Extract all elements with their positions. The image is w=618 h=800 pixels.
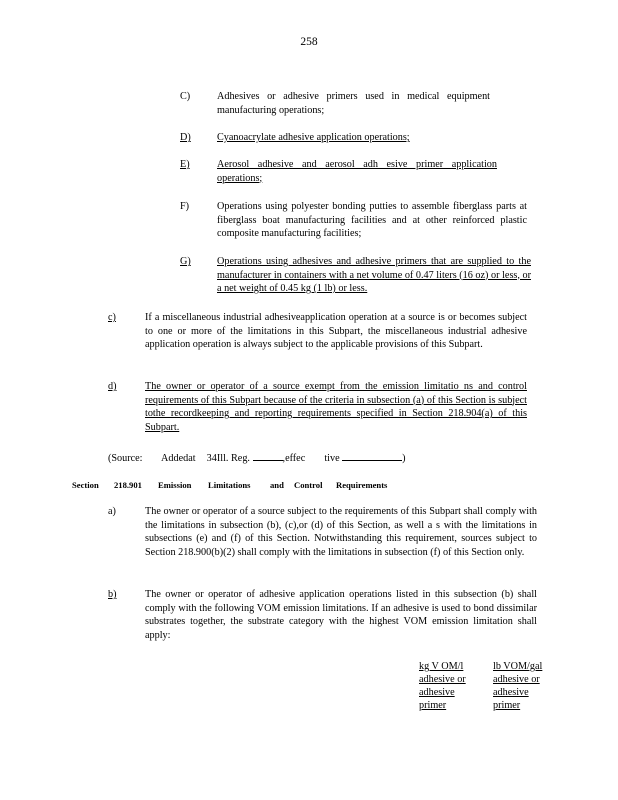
item-label: C) (180, 91, 191, 102)
item-label: D) (180, 132, 191, 143)
section-title-4: Control (294, 480, 323, 490)
paragraph-text: The owner or operator of a source subject to the requirements of this Subpart shall comply with the limitations in subsection (b), (c),or (d) of this Section, as well a s with the limitations in subsections (e) and (f) of this Section. Notwithstanding this requirement, sources subject to Section 218.900(b)(2) shall comply with the limitations in subsection (f) of this Section only. (145, 506, 537, 558)
source-prefix: (Source: (108, 453, 143, 464)
section-word: Section (72, 480, 99, 490)
sub-item-d (180, 131, 520, 147)
source-tive: tive (324, 453, 340, 464)
header-line: adhesive or (419, 674, 466, 685)
paragraph-label: c) (108, 312, 116, 323)
header-line: primer (419, 700, 447, 711)
sub-item-e (180, 158, 520, 186)
header-line: adhesive or (493, 674, 540, 685)
source-volume: 34Ill. (206, 453, 229, 464)
paragraph-text: If a miscellaneous industrial adhesiveapplication operation at a source is or becomes subject to one or more of the limitations in this Subpart, the miscellaneous industrial adhesive application operation is always subject to the applicable provisions of this Subpart. (145, 312, 527, 350)
paragraph-label: a) (108, 506, 116, 517)
source-added: Addedat (161, 453, 196, 464)
section-title-2: Limitations (208, 480, 251, 490)
header-line: primer (493, 700, 521, 711)
item-text: Cyanoacrylate adhesive application operations; (217, 132, 410, 143)
sub-item-f (180, 200, 540, 242)
source-reg: Reg. (231, 453, 250, 464)
paragraph-text: The owner or operator of a source exempt from the emission limitatio ns and control requirements of this Subpart because of the criteria in subsection (a) of this Section is subject tothe recordkeeping and reporting requirements specified in Section 218.904(a) of this Subpart. (145, 381, 527, 433)
source-blank-date (342, 450, 402, 461)
header-line: lb VOM/gal (493, 661, 543, 672)
paragraph-label: d) (108, 381, 117, 392)
table-header-english (493, 660, 557, 712)
paragraph-label: b) (108, 589, 117, 600)
section-title-5: Requirements (336, 480, 388, 490)
section-title-1: Emission (158, 480, 192, 490)
sub-item-g (180, 255, 540, 297)
paragraph-b (108, 588, 548, 644)
paragraph-d (108, 380, 528, 436)
section-number: 218.901 (114, 480, 142, 490)
item-label: G) (180, 256, 191, 267)
paragraph-c (108, 311, 528, 367)
table-header-metric (419, 660, 479, 712)
page-number: 258 (300, 36, 318, 48)
source-blank-page (253, 450, 283, 461)
item-text: Adhesives or adhesive primers used in medical equipment manufacturing operations; (217, 91, 490, 116)
item-label: F) (180, 201, 190, 212)
header-line: kg V OM/l (419, 661, 464, 672)
header-line: adhesive (493, 687, 529, 698)
item-text: Operations using polyester bonding putties to assemble fiberglass parts at fiberglass boat manufacturing facilities and at other reinforced plastic composite manufacturing facilities; (217, 201, 527, 239)
section-title-3: and (270, 480, 284, 490)
item-label: E) (180, 159, 190, 170)
paragraph-text: The owner or operator of adhesive application operations listed in this subsection (b) shall comply with the following VOM emission limitations. If an adhesive is used to bond dissimilar substrates together, the substrate category with the highest VOM emission limitation shall apply: (145, 589, 537, 641)
header-line: adhesive (419, 687, 455, 698)
paragraph-a (108, 505, 548, 575)
sub-item-c (180, 90, 520, 118)
source-note (108, 450, 406, 464)
item-text: Operations using adhesives and adhesive primers that are supplied to the manufacturer in containers with a net volume of 0.47 liters (16 oz) or less, or a net weight of 0.45 kg (1 lb) or less. (217, 256, 531, 294)
source-suffix: ) (402, 453, 406, 464)
source-effec: ,effec (282, 453, 306, 464)
item-text: Aerosol adhesive and aerosol adh esive primer application operations; (217, 159, 497, 184)
